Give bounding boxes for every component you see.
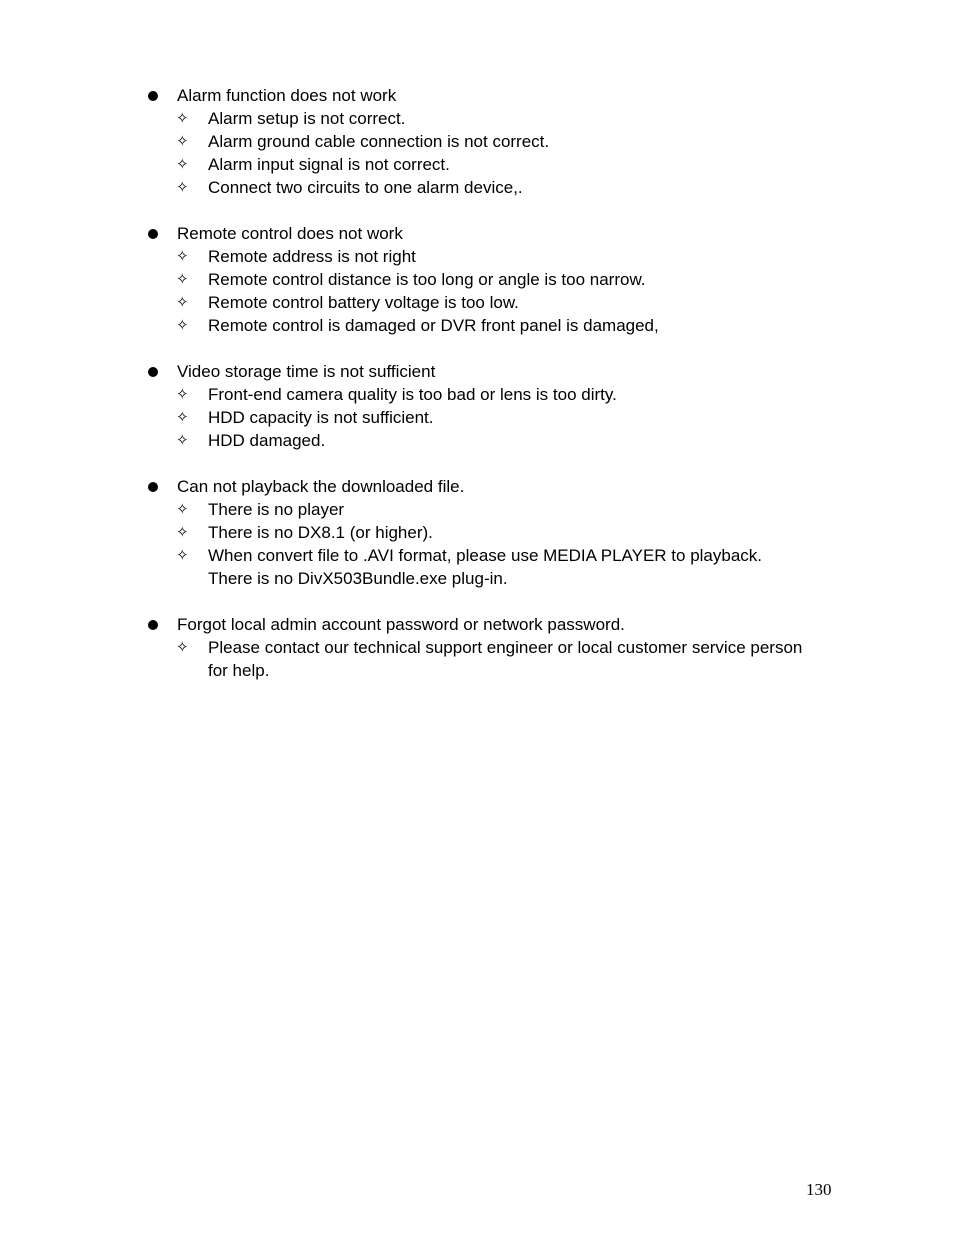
troubleshooting-section	[0, 84, 954, 199]
troubleshooting-section	[0, 475, 954, 590]
bullet-dot-icon	[148, 482, 158, 492]
star-bullet-icon: ✧	[176, 638, 189, 656]
cause-text: Alarm input signal is not correct.	[208, 155, 450, 174]
star-bullet-icon: ✧	[176, 132, 189, 150]
cause-item	[0, 268, 954, 291]
troubleshooting-section	[0, 222, 954, 337]
cause-text: HDD damaged.	[208, 431, 326, 450]
cause-text: Remote control distance is too long or angle is too narrow.	[208, 270, 646, 289]
star-bullet-icon: ✧	[176, 500, 189, 518]
cause-item	[0, 636, 954, 682]
troubleshooting-list	[0, 84, 954, 705]
star-bullet-icon: ✧	[176, 385, 189, 403]
problem-title: Remote control does not work	[177, 224, 403, 243]
star-bullet-icon: ✧	[176, 270, 189, 288]
cause-text: for help.	[208, 661, 270, 680]
cause-item	[0, 383, 954, 406]
problem-item	[0, 222, 954, 245]
star-bullet-icon: ✧	[176, 247, 189, 265]
problem-item	[0, 360, 954, 383]
cause-item	[0, 429, 954, 452]
page-number: 130	[806, 1180, 832, 1199]
cause-text: When convert file to .AVI format, please use MEDIA PLAYER to playback.	[208, 546, 763, 565]
problem-title: Can not playback the downloaded file.	[177, 477, 465, 496]
troubleshooting-section	[0, 360, 954, 452]
bullet-dot-icon	[148, 229, 158, 239]
cause-text: Alarm setup is not correct.	[208, 109, 406, 128]
cause-text: HDD capacity is not sufficient.	[208, 408, 434, 427]
cause-item	[0, 521, 954, 544]
cause-text: There is no player	[208, 500, 345, 519]
bullet-dot-icon	[148, 91, 158, 101]
star-bullet-icon: ✧	[176, 316, 189, 334]
troubleshooting-section	[0, 613, 954, 682]
cause-item	[0, 544, 954, 590]
star-bullet-icon: ✧	[176, 408, 189, 426]
star-bullet-icon: ✧	[176, 546, 189, 564]
cause-text: Remote address is not right	[208, 247, 416, 266]
cause-text: Remote control is damaged or DVR front panel is damaged,	[208, 316, 659, 335]
cause-item	[0, 245, 954, 268]
star-bullet-icon: ✧	[176, 109, 189, 127]
cause-item	[0, 406, 954, 429]
cause-item	[0, 130, 954, 153]
cause-text: Remote control battery voltage is too low.	[208, 293, 519, 312]
problem-item	[0, 613, 954, 636]
problem-item	[0, 84, 954, 107]
cause-item	[0, 153, 954, 176]
cause-text: Connect two circuits to one alarm device,.	[208, 178, 523, 197]
problem-title: Forgot local admin account password or network password.	[177, 615, 625, 634]
bullet-dot-icon	[148, 620, 158, 630]
cause-item	[0, 314, 954, 337]
cause-item	[0, 498, 954, 521]
cause-text: There is no DivX503Bundle.exe plug-in.	[208, 569, 508, 588]
star-bullet-icon: ✧	[176, 155, 189, 173]
problem-title: Alarm function does not work	[177, 86, 397, 105]
bullet-dot-icon	[148, 367, 158, 377]
cause-text: Alarm ground cable connection is not correct.	[208, 132, 550, 151]
cause-item	[0, 107, 954, 130]
problem-item	[0, 475, 954, 498]
star-bullet-icon: ✧	[176, 523, 189, 541]
cause-item	[0, 176, 954, 199]
cause-text: Front-end camera quality is too bad or lens is too dirty.	[208, 385, 617, 404]
star-bullet-icon: ✧	[176, 178, 189, 196]
cause-item	[0, 291, 954, 314]
cause-text: Please contact our technical support engineer or local customer service person	[208, 638, 803, 657]
problem-title: Video storage time is not sufficient	[177, 362, 436, 381]
star-bullet-icon: ✧	[176, 293, 189, 311]
cause-text: There is no DX8.1 (or higher).	[208, 523, 433, 542]
star-bullet-icon: ✧	[176, 431, 189, 449]
